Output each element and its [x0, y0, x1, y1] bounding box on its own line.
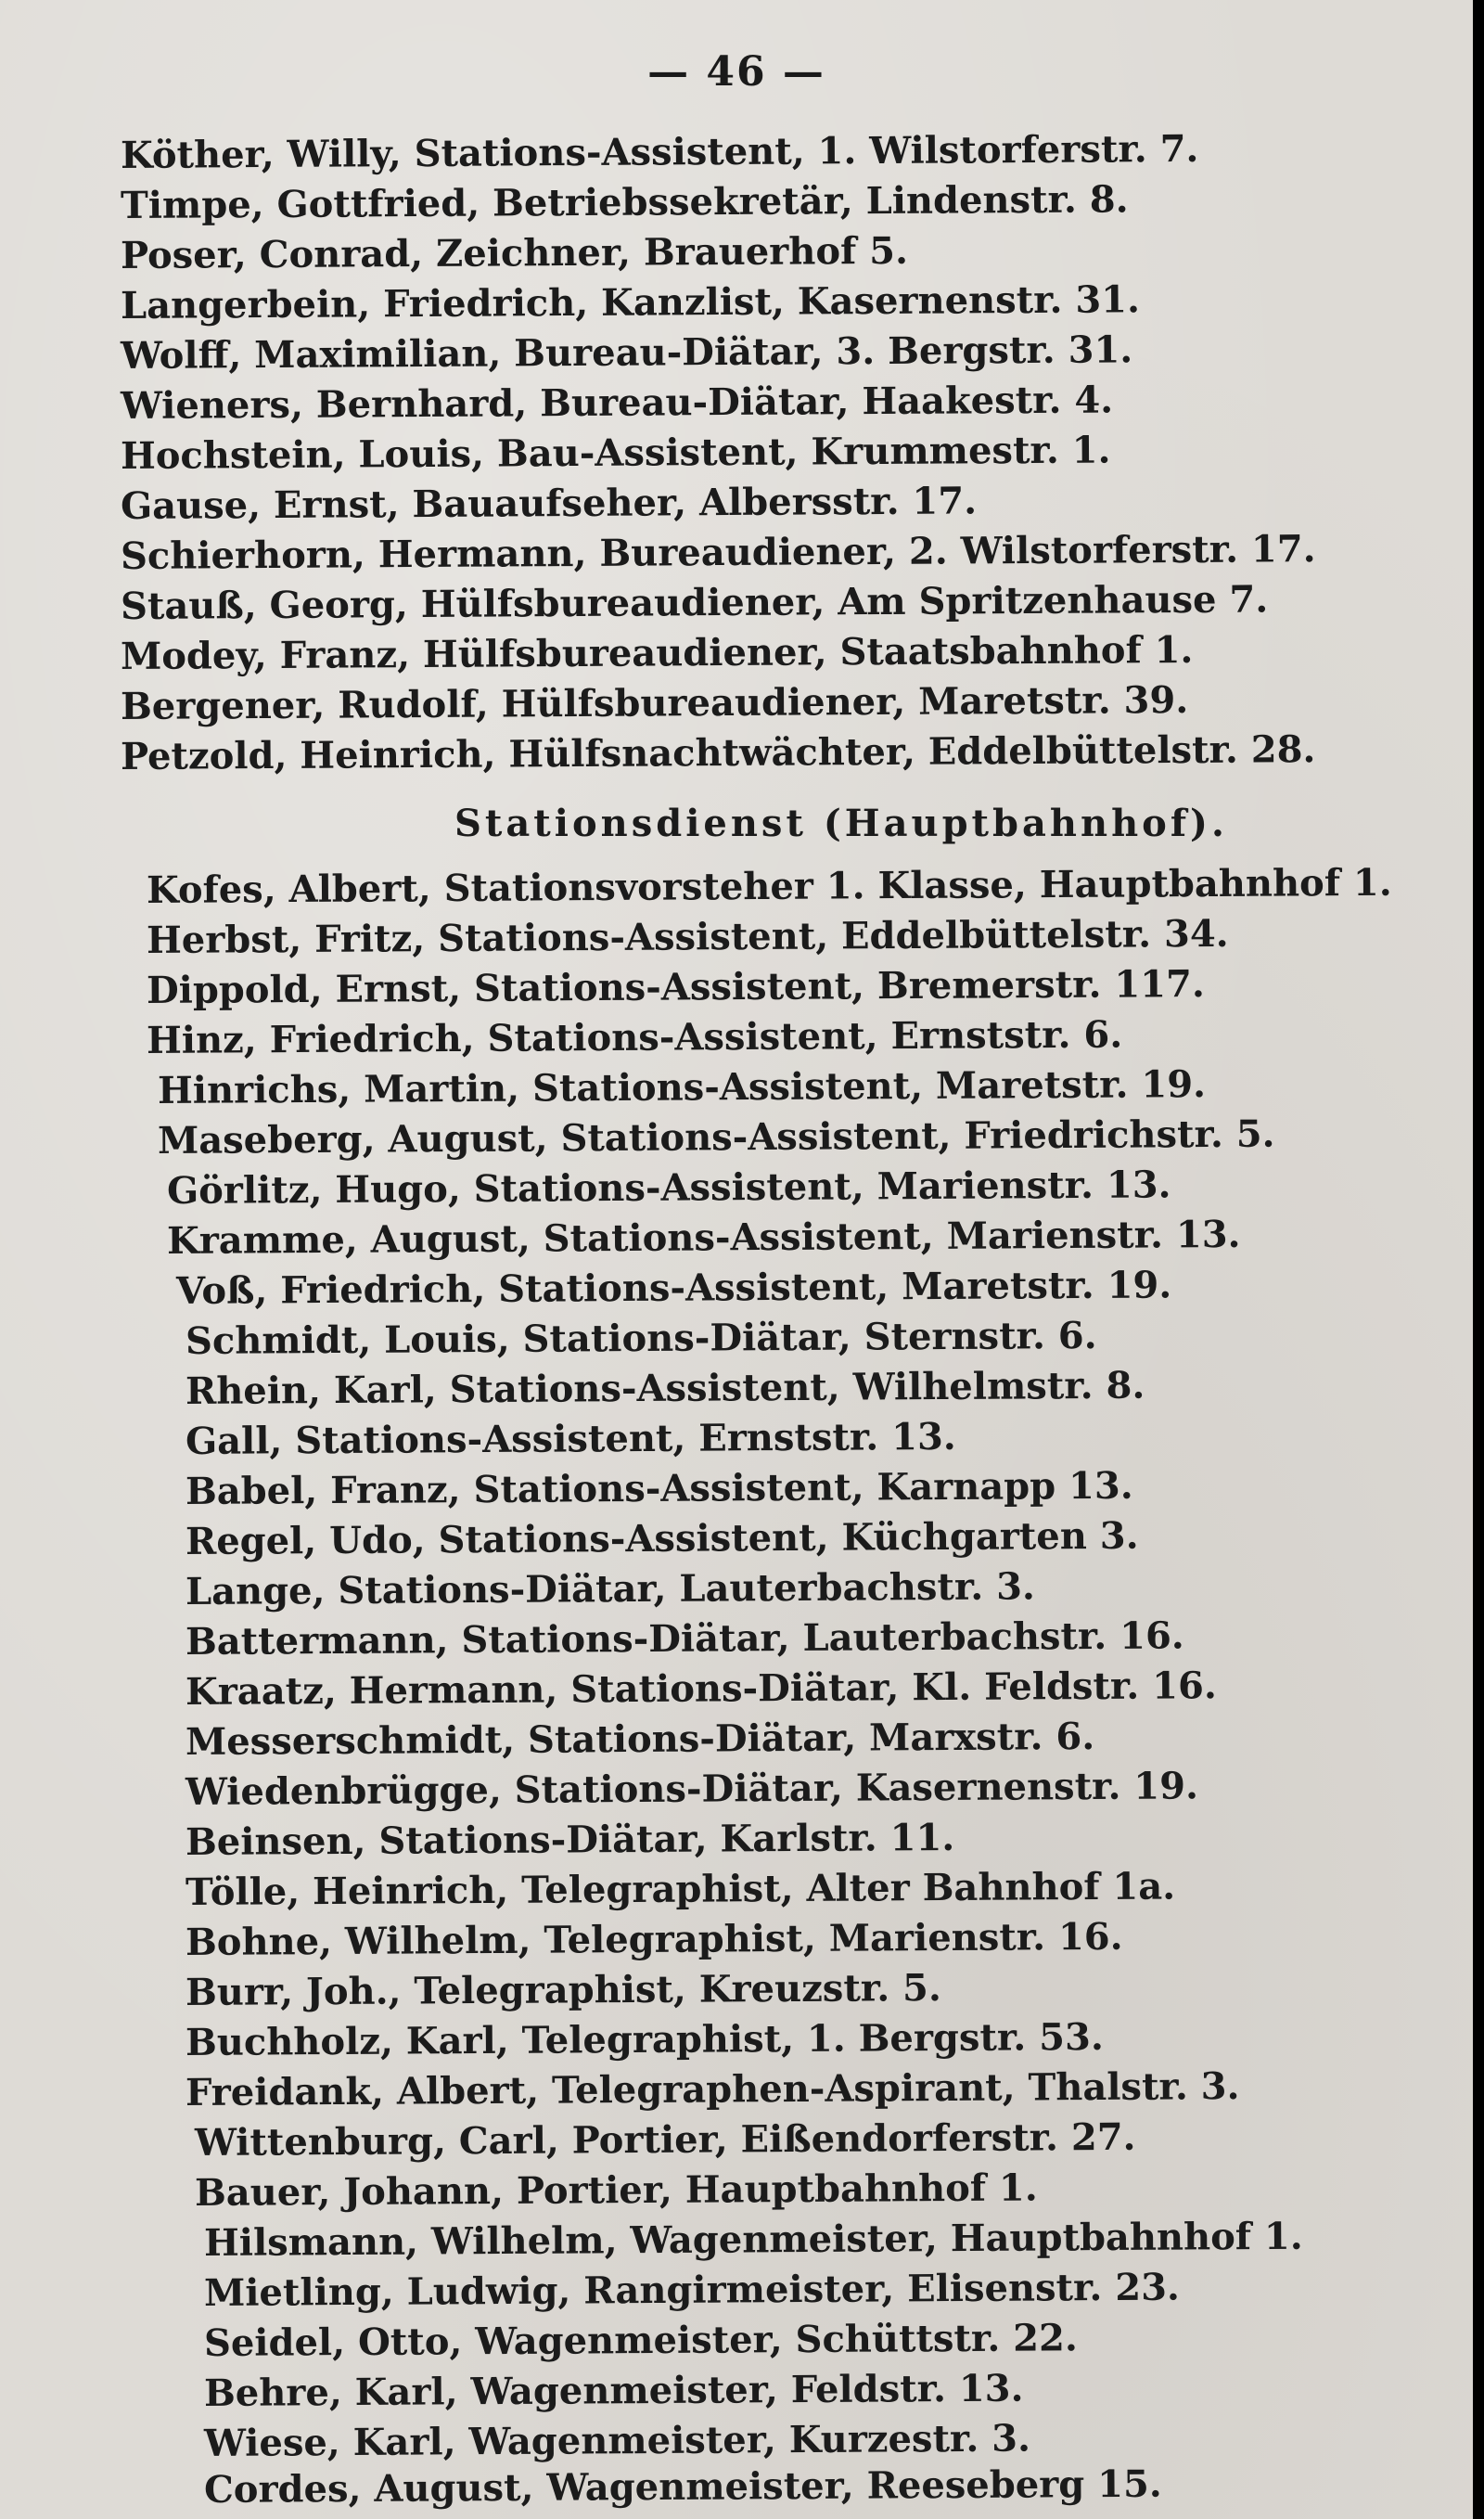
list-entry: Kofes, Albert, Stationsvorsteher 1. Klasse, Hauptbahnhof 1.	[146, 860, 1392, 912]
list-entry: Poser, Conrad, Zeichner, Brauerhof 5.	[120, 228, 909, 277]
list-entry: Beinsen, Stations-Diätar, Karlstr. 11.	[185, 1815, 955, 1864]
list-entry: Wittenburg, Carl, Portier, Eißendorferstr. 27.	[194, 2114, 1136, 2165]
list-entry: Buchholz, Karl, Telegraphist, 1. Bergstr. 53.	[185, 2014, 1104, 2064]
list-entry: Wolff, Maximilian, Bureau-Diätar, 3. Bergstr. 31.	[120, 328, 1133, 378]
list-entry: Mietling, Ludwig, Rangirmeister, Elisenstr. 23.	[203, 2265, 1181, 2315]
list-entry: Dippold, Ernst, Stations-Assistent, Bremerstr. 117.	[146, 962, 1205, 1012]
list-entry: Voß, Friedrich, Stations-Assistent, Maretstr. 19.	[175, 1263, 1172, 1313]
list-entry: Seidel, Otto, Wagenmeister, Schüttstr. 22.	[203, 2316, 1078, 2365]
list-entry: Herbst, Fritz, Stations-Assistent, Eddelbüttelstr. 34.	[146, 911, 1229, 962]
list-entry: Modey, Franz, Hülfsbureaudiener, Staatsbahnhof 1.	[120, 627, 1194, 678]
list-entry: Bergener, Rudolf, Hülfsbureaudiener, Maretstr. 39.	[120, 677, 1189, 728]
list-entry: Cordes, August, Wagenmeister, Reeseberg 15.	[203, 2461, 1162, 2512]
list-entry: Burr, Joh., Telegraphist, Kreuzstr. 5.	[185, 1966, 942, 2014]
list-entry: Behre, Karl, Wagenmeister, Feldstr. 13.	[203, 2366, 1024, 2415]
list-entry: Tölle, Heinrich, Telegraphist, Alter Bahnhof 1a.	[185, 1864, 1176, 1914]
list-entry: Stauß, Georg, Hülfsbureaudiener, Am Spritzenhause 7.	[120, 577, 1269, 628]
list-entry: Hilsmann, Wilhelm, Wagenmeister, Hauptbahnhof 1.	[203, 2214, 1303, 2265]
list-entry: Messerschmidt, Stations-Diätar, Marxstr. 6.	[185, 1715, 1095, 1764]
list-entry: Gause, Ernst, Bauaufseher, Albersstr. 17.	[120, 479, 978, 528]
list-entry: Kramme, August, Stations-Assistent, Marienstr. 13.	[166, 1212, 1241, 1263]
list-entry: Gall, Stations-Assistent, Ernststr. 13.	[185, 1414, 956, 1463]
list-entry: Hinrichs, Martin, Stations-Assistent, Maretstr. 19.	[157, 1062, 1207, 1112]
list-entry: Bauer, Johann, Portier, Hauptbahnhof 1.	[194, 2166, 1038, 2215]
list-entry: Langerbein, Friedrich, Kanzlist, Kasernenstr. 31.	[120, 277, 1141, 328]
list-entry: Maseberg, August, Stations-Assistent, Friedrichstr. 5.	[157, 1112, 1275, 1163]
list-entry: Wieners, Bernhard, Bureau-Diätar, Haakestr. 4.	[120, 378, 1114, 428]
list-entry: Timpe, Gottfried, Betriebssekretär, Lindenstr. 8.	[120, 177, 1129, 227]
list-entry: Petzold, Heinrich, Hülfsnachtwächter, Eddelbüttelstr. 28.	[120, 727, 1316, 778]
list-entry: Rhein, Karl, Stations-Assistent, Wilhelmstr. 8.	[185, 1363, 1145, 1413]
list-entry: Görlitz, Hugo, Stations-Assistent, Marienstr. 13.	[166, 1163, 1171, 1213]
page-number: — 46 —	[647, 48, 825, 96]
list-entry: Regel, Udo, Stations-Assistent, Küchgarten 3.	[185, 1513, 1139, 1563]
list-entry: Battermann, Stations-Diätar, Lauterbachstr. 16.	[185, 1613, 1184, 1664]
list-entry: Hinz, Friedrich, Stations-Assistent, Ernststr. 6.	[146, 1012, 1123, 1062]
list-entry: Freidank, Albert, Telegraphen-Aspirant, Thalstr. 3.	[185, 2064, 1240, 2114]
list-entry: Bohne, Wilhelm, Telegraphist, Marienstr. 16.	[185, 1914, 1123, 1964]
list-entry: Lange, Stations-Diätar, Lauterbachstr. 3.	[185, 1564, 1036, 1613]
list-entry: Kraatz, Hermann, Stations-Diätar, Kl. Feldstr. 16.	[185, 1664, 1217, 1714]
list-entry: Schierhorn, Hermann, Bureaudiener, 2. Wilstorferstr. 17.	[120, 527, 1316, 578]
list-entry: Hochstein, Louis, Bau-Assistent, Krummestr. 1.	[120, 428, 1111, 478]
list-entry: Babel, Franz, Stations-Assistent, Karnapp 13.	[185, 1463, 1133, 1513]
list-entry: Schmidt, Louis, Stations-Diätar, Sternstr. 6.	[185, 1313, 1097, 1363]
list-entry: Köther, Willy, Stations-Assistent, 1. Wilstorferstr. 7.	[120, 126, 1199, 177]
section-heading: Stationsdienst (Hauptbahnhof).	[454, 802, 1228, 845]
list-entry: Wiedenbrügge, Stations-Diätar, Kasernenstr. 19.	[185, 1764, 1199, 1814]
list-entry: Wiese, Karl, Wagenmeister, Kurzestr. 3.	[203, 2416, 1031, 2465]
